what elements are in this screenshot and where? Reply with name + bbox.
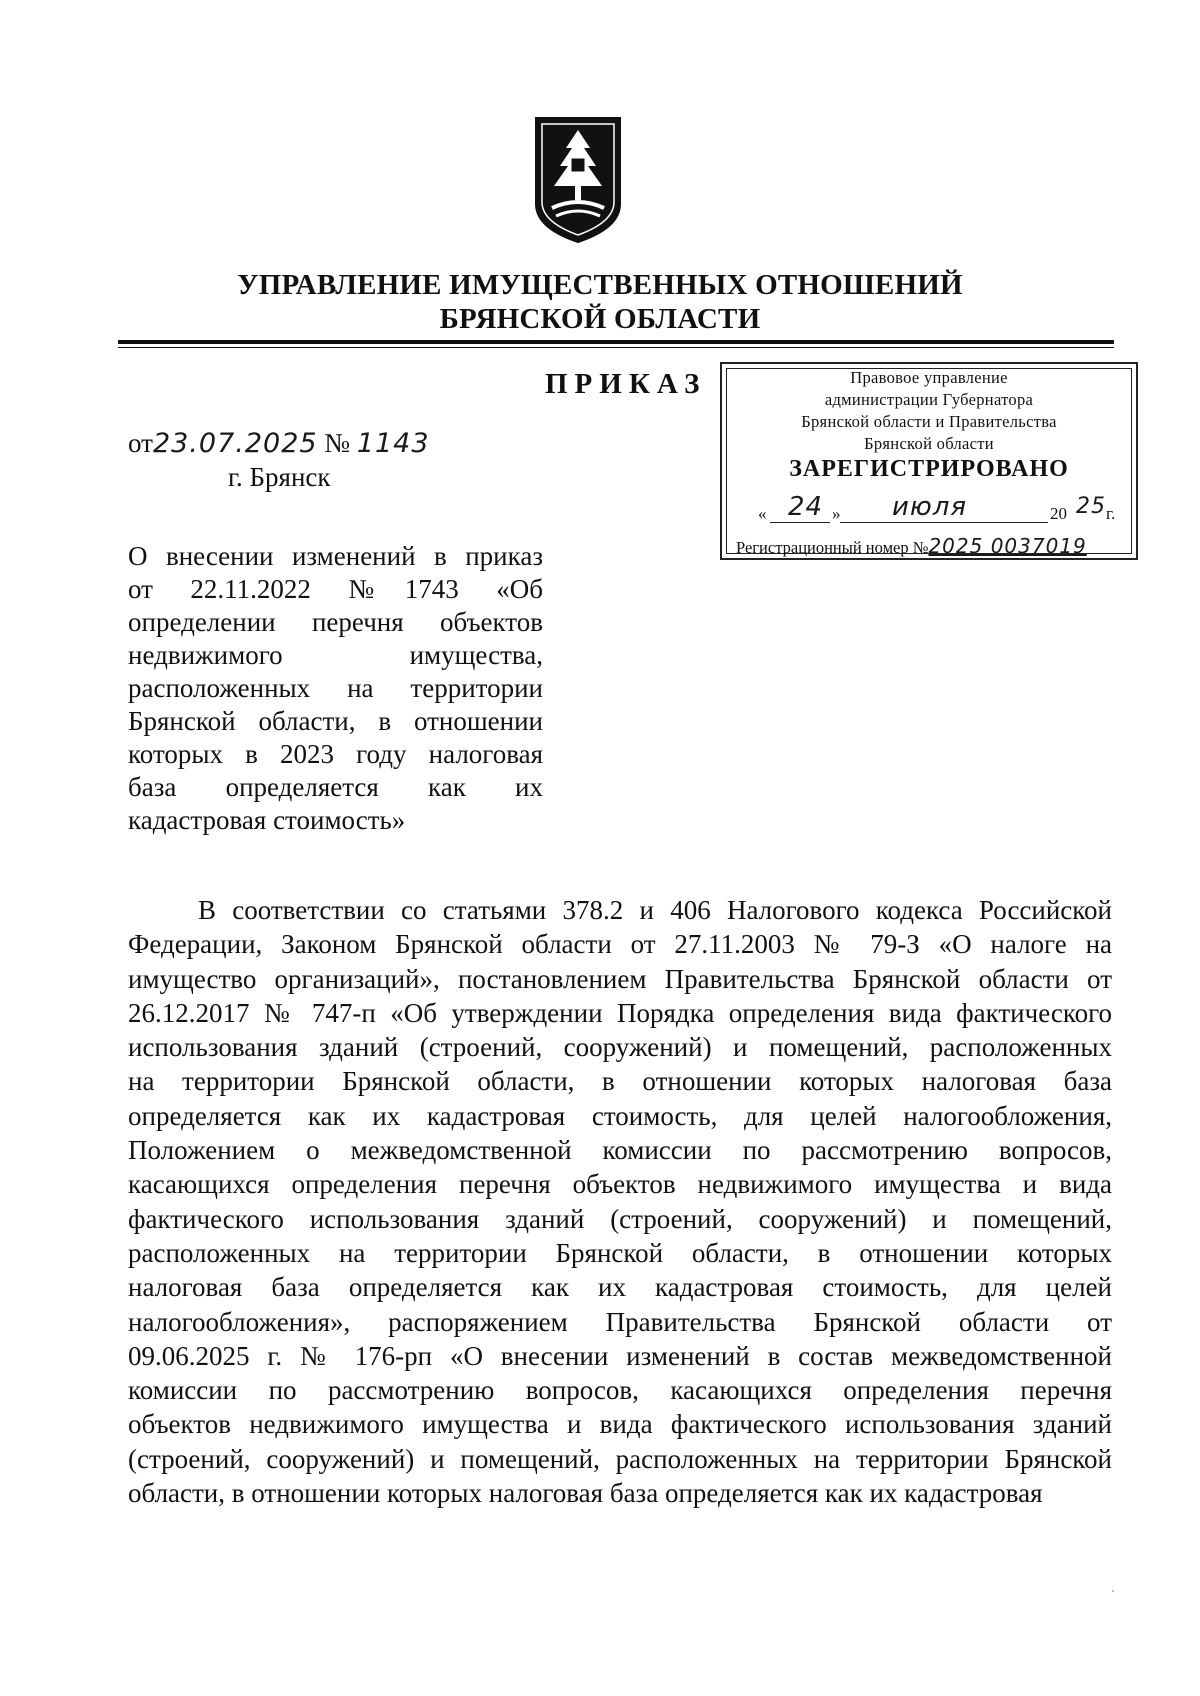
registration-stamp (720, 362, 1138, 560)
body-line: имущество организаций», постановлением Правительства Брянской области от (128, 963, 1112, 994)
stamp-registered: ЗАРЕГИСТРИРОВАНО (789, 456, 1069, 482)
order-date-number (128, 428, 430, 459)
subject-line: кадастровая стоимость» (128, 805, 406, 835)
order-city: г. Брянск (228, 462, 331, 492)
subject-line: определении перечня объектов (128, 607, 543, 637)
header-rule-thick (118, 340, 1114, 344)
order-date-handwritten: 23.07.2025 (152, 428, 318, 459)
stamp-month-handwritten: июля (892, 492, 968, 522)
stamp-year-prefix: 20 (1050, 504, 1067, 523)
body-line: использования зданий (строений, сооружений) и помещений, расположенных (128, 1032, 1112, 1063)
subject-line: от 22.11.2022 №1743 «Об (128, 574, 543, 604)
stamp-day-handwritten: 24 (788, 492, 824, 522)
body-line: 09.06.2025 г. № 176-рп «О внесении изменений в состав межведомственной (128, 1340, 1112, 1371)
body-line: фактического использования зданий (строений, сооружений) и помещений, (128, 1203, 1112, 1234)
body-line: налоговая база определяется как их кадастровая стоимость, для целей (128, 1272, 1112, 1303)
stamp-date (740, 492, 1120, 526)
body-line: налогообложения», распоряжением Правительства Брянской области от (128, 1306, 1112, 1337)
order-number-handwritten: 1143 (356, 428, 430, 459)
body-line: (строений, сооружений) и помещений, расположенных на территории Брянской (128, 1443, 1112, 1474)
body-line: области, в отношении которых налоговая база определяется как их кадастровая (128, 1478, 1043, 1509)
stamp-line-2: администрации Губернатора (824, 390, 1034, 409)
stamp-line-4: Брянской области (864, 434, 994, 453)
body-line: расположенных на территории Брянской области, в отношении которых (128, 1237, 1112, 1268)
organization-title-line-2: БРЯНСКОЙ ОБЛАСТИ (439, 303, 761, 335)
bryansk-coat-of-arms-icon (530, 112, 626, 246)
body-line: объектов недвижимого имущества и вида фактического использования зданий (128, 1409, 1112, 1440)
subject-line: база определяется как их (128, 772, 543, 802)
stamp-year-suffix: г. (1106, 504, 1116, 523)
stamp-reg-number-handwritten: 2025 0037019 (928, 534, 1087, 558)
body-line: касающихся определения перечня объектов недвижимого имущества и вида (128, 1169, 1112, 1200)
body-line: 26.12.2017 № 747-п «Об утверждении Порядка определения вида фактического (128, 997, 1112, 1028)
body-line: на территории Брянской области, в отношении которых налоговая база (128, 1066, 1112, 1097)
body-line: Положением о межведомственной комиссии по рассмотрению вопросов, (128, 1135, 1112, 1166)
subject-line: Брянской области, в отношении (128, 706, 543, 736)
stamp-line-3: Брянской области и Правительства (801, 412, 1057, 431)
stamp-line-1: Правовое управление (850, 368, 1008, 387)
order-subject (128, 540, 543, 837)
order-body-paragraph (128, 893, 1112, 1510)
subject-line: которых в 2023 году налоговая (128, 739, 543, 769)
subject-line: О внесении изменений в приказ (128, 541, 543, 571)
subject-line: расположенных на территории (128, 673, 543, 703)
date-prefix: от (128, 428, 153, 458)
stamp-day-underline (770, 522, 830, 523)
body-line: комиссии по рассмотрению вопросов, касающихся определения перечня (128, 1375, 1112, 1406)
stamp-reg-label: Регистрационный номер № (736, 538, 929, 557)
stamp-close-quote: » (832, 504, 841, 523)
body-line: определяется как их кадастровая стоимость, для целей налогообложения, (128, 1100, 1112, 1131)
organization-title (0, 268, 1200, 336)
body-line: Федерации, Законом Брянской области от 27.11.2003 № 79-З «О налоге на (128, 929, 1112, 960)
scan-speck (1112, 1590, 1114, 1592)
organization-title-line-1: УПРАВЛЕНИЕ ИМУЩЕСТВЕННЫХ ОТНОШЕНИЙ (237, 269, 963, 301)
subject-line: недвижимого имущества, (128, 640, 543, 670)
stamp-month-underline (840, 522, 1048, 523)
body-line: В соответствии со статьями 378.2 и 406 Налогового кодекса Российской (198, 895, 1112, 925)
document-type: ПРИКАЗ (545, 368, 707, 400)
stamp-year-handwritten: 25 (1076, 494, 1106, 519)
stamp-registration-number (736, 534, 1087, 558)
stamp-open-quote: « (758, 504, 767, 523)
number-prefix: № (324, 428, 351, 458)
header-rule-thin (118, 347, 1114, 348)
